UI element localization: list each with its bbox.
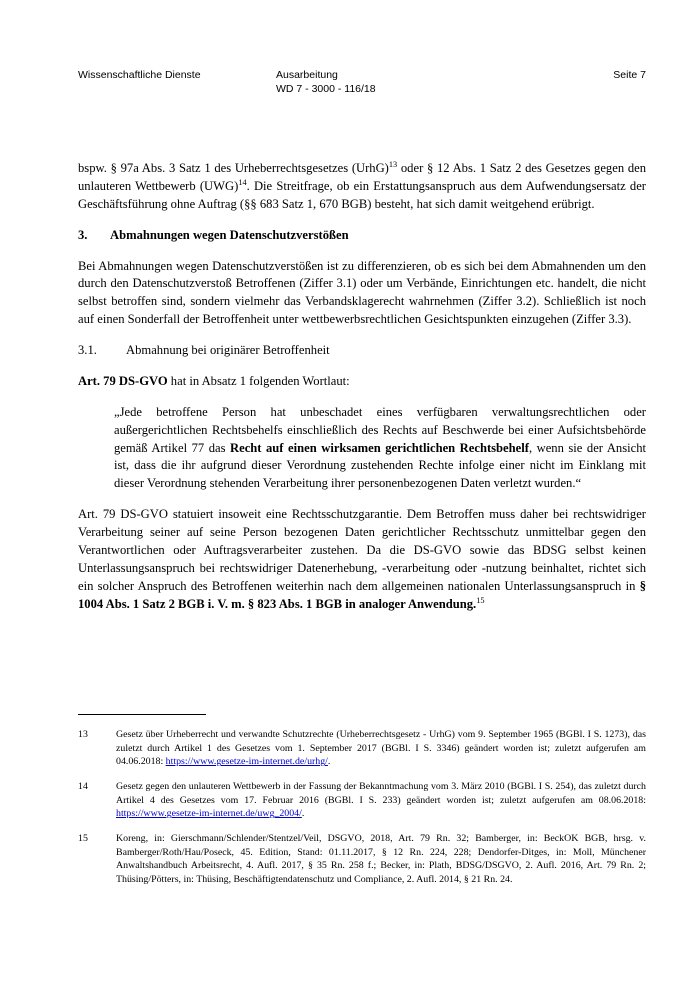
header-department: Wissenschaftliche Dienste xyxy=(78,69,201,81)
footnote-text-end: . xyxy=(301,808,305,820)
footnote-item xyxy=(78,780,646,821)
quote-text-post: , wenn sie der Ansicht ist, dass die ihr aufgrund dieser Verordnung zustehenden Rechte infolge einer nicht im Einklang mit dieser Verordnung stehenden Verarbeitung ihrer personenbezogenen Daten verletzt wurden.“ xyxy=(114,440,646,491)
footnote-separator xyxy=(78,714,206,715)
header-page-number: Seite 7 xyxy=(613,69,646,81)
footnote-ref-14: 14 xyxy=(238,177,247,187)
footnote-text-end: . xyxy=(327,756,331,768)
subsection-number: 3.1. xyxy=(78,343,97,357)
footnote-item xyxy=(78,832,646,887)
footnote-number: 15 xyxy=(78,832,88,844)
paragraph-text-post: . Die Streitfrage, ob ein Erstattungsanspruch aus dem Aufwendungsersatz der Geschäftsführung ohne Auftrag (§§ 683 Satz 1, 670 BGB) besteht, hat sich damit weitgehend erübrigt. xyxy=(78,178,646,211)
article-intro-rest: hat in Absatz 1 folgenden Wortlaut: xyxy=(167,373,350,388)
quote-emphasis: Recht auf einen wirksamen gerichtlichen Rechtsbehelf xyxy=(230,440,529,455)
paragraph-text-pre: bspw. § 97a Abs. 3 Satz 1 des Urheberrechtsgesetzes (UrhG) xyxy=(78,161,389,175)
footnote-text: Gesetz über Urheberrecht und verwandte Schutzrechte (Urheberrechtsgesetz - UrhG) vom 9. September 1965 (BGBl. I S. 1273), das zuletzt durch Artikel 1 des Gesetzes vom 1. September 2017 (BGBl. I S. 3346) geändert worden ist; zuletzt aufgerufen am 04.06.2018: xyxy=(116,729,646,768)
footnote-item xyxy=(78,728,646,769)
paragraph-emphasis: § 1004 Abs. 1 Satz 2 BGB i. V. m. § 823 Abs. 1 BGB in analoger Anwendung. xyxy=(78,578,646,611)
header-doc-type: Ausarbeitung xyxy=(276,69,338,81)
footnote-text: Gesetz gegen den unlauteren Wettbewerb in der Fassung der Bekanntmachung vom 3. März 2010 (BGBl. I S. 254), das zuletzt durch Artikel 4 des Gesetzes vom 17. Februar 2016 (BGBl. I S. 233) geändert worden ist; zuletzt aufgerufen am 08.06.2018: xyxy=(116,780,646,806)
paragraph-rechtsschutzgarantie xyxy=(78,506,646,613)
footnote-number: 13 xyxy=(78,729,88,740)
footnote-ref-15: 15 xyxy=(476,595,485,605)
subsection-heading-3-1 xyxy=(78,342,646,360)
paragraph-text-mid: oder § 12 Abs. 1 Satz 2 des Gesetzes gegen den unlauteren Wettbewerb (UWG) xyxy=(78,161,646,193)
section-title: Abmahnungen wegen Datenschutzverstößen xyxy=(110,227,349,242)
header-doc-reference xyxy=(276,68,376,96)
section-heading-3 xyxy=(78,227,646,245)
footnote-link[interactable]: https://www.gesetze-im-internet.de/uwg_2004/ xyxy=(116,808,302,820)
blockquote-art79 xyxy=(78,404,646,493)
footnote-list xyxy=(78,728,646,898)
footnote-ref-13: 13 xyxy=(388,159,398,169)
paragraph-text: Art. 79 DS-GVO statuiert insoweit eine Rechtsschutzgarantie. Dem Betroffen muss daher bei rechtswidriger Verarbeitung seiner auf seine Person bezogenen Daten gerichtlicher Rechtsschutz unmittelbar gegen den Verantwortlichen oder Auftragsverarbeiter zustehen. Da die DS-GVO sowie das BDSG selbst keinen Unterlassungsanspruch bei rechtswidriger Datenerhebung, -verarbeitung oder -nutzung beinhaltet, richtet sich ein solcher Anspruch des Betroffenen weiterhin nach dem allgemeinen nationalen Unterlassungsanspruch in xyxy=(78,507,646,593)
article-reference: Art. 79 DS-GVO xyxy=(78,373,168,388)
footnote-text: Koreng, in: Gierschmann/Schlender/Stentzel/Veil, DSGVO, 2018, Art. 79 Rn. 32; Bamberger, in: BeckOK BGB, hrsg. v. Bamberger/Roth/Hau/Poseck, 45. Edition, Stand: 01.11.2017, § 12 Rn. 224, 228; Dendorfer-Ditges, in: Moll, Münchener Anwaltshandbuch Arbeitsrecht, 4. Aufl. 2017, § 35 Rn. 258 f.; Becker, in: Plath, BDSG/DSGVO, 2. Aufl. 2016, Art. 79 Rn. 2; Thüsing/Pötters, in: Thüsing, Beschäftigtendatenschutz und Compliance, 2. Aufl. 2014, § 21 Rn. 24. xyxy=(116,832,646,885)
footnote-number: 14 xyxy=(78,780,88,792)
paragraph-abmahnungen-intro: Bei Abmahnungen wegen Datenschutzverstößen ist zu differenzieren, ob es sich bei dem Abmahnenden um den durch den Datenschutzverstoß Betroffenen (Ziffer 3.1) oder um Verbände, Einrichtungen etc. handelt, die nicht selbst betroffen sind, sondern vielmehr das Verbandsklagerecht wahrnehmen (Ziffer 3.2). Schließlich ist noch auf einen Sonderfall der Betroffenheit unter wettbewerbsrechtlichen Gesichtspunkten einzugehen (Ziffer 3.3). xyxy=(78,258,646,327)
footnote-link[interactable]: https://www.gesetze-im-internet.de/urhg/ xyxy=(165,756,328,768)
quote-text-pre: „Jede betroffene Person hat unbeschadet eines verfügbaren verwaltungsrechtlichen oder außergerichtlichen Rechtsbehelfs einschließlich des Rechts auf Beschwerde bei einer Aufsichtsbehörde gemäß Artikel 77 das xyxy=(114,404,646,455)
header-doc-number: WD 7 - 3000 - 116/18 xyxy=(276,83,376,96)
paragraph-continuation xyxy=(78,160,646,214)
paragraph-art79-intro xyxy=(78,373,646,391)
document-body xyxy=(78,160,646,626)
section-number: 3. xyxy=(78,227,88,242)
subsection-title: Abmahnung bei originärer Betroffenheit xyxy=(126,343,330,357)
